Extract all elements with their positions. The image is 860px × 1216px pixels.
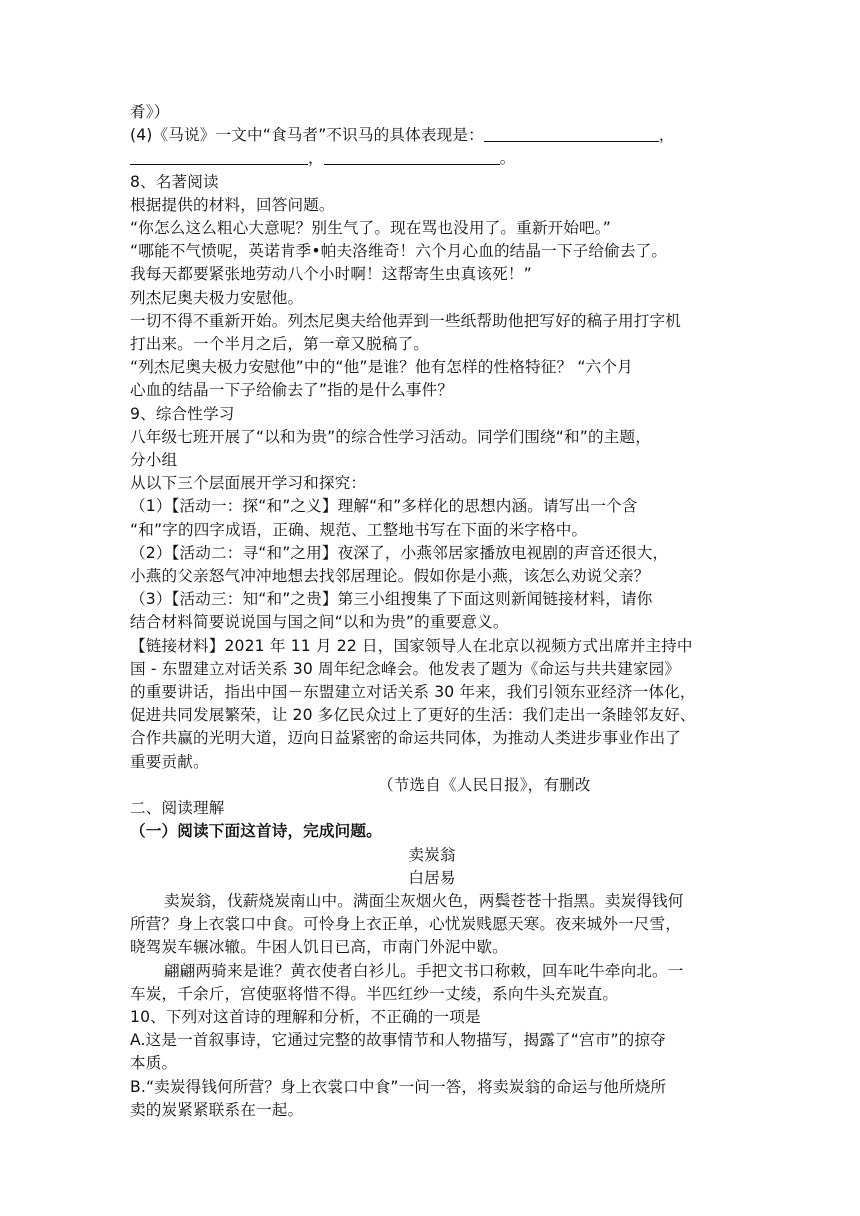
text-line: 心血的结晶一下子给偷去了”指的是什么事件？	[130, 381, 454, 400]
poem-title: 卖炭翁	[408, 845, 456, 864]
text-line: 打出来。一个半月之后，第一章又脱稿了。	[130, 335, 430, 354]
text-line: 列杰尼奥夫极力安慰他。	[130, 288, 304, 307]
poem-line: 所营？身上衣裳口中食。可怜身上衣正单，心忧炭贱愿天寒。夜来城外一尺雪，	[130, 915, 682, 934]
subsection-heading: （一）阅读下面这首诗，完成问题。	[130, 822, 382, 841]
text-line: 分小组	[130, 451, 178, 470]
option-b-line: B.“卖炭得钱何所营？身上衣裳口中食”一问一答，将卖炭翁的命运与他所烧所	[130, 1077, 667, 1096]
option-b-line: 卖的炭紧紧联系在一起。	[130, 1100, 304, 1119]
answer-blank[interactable]	[324, 149, 500, 165]
text-line: （1）【活动一：探“和”之义】理解“和”多样化的思想内涵。请写出一个含	[130, 497, 638, 516]
question-7-4-line	[130, 124, 734, 147]
text-line: （3）【活动三：知“和”之贵】第三小组搜集了下面这则新闻链接材料，请你	[130, 590, 653, 609]
text-line: 合作共赢的光明大道，迈向日益紧密的命运共同体，为推动人类进步事业作出了	[130, 729, 682, 748]
text-line: “和”字的四字成语，正确、规范、工整地书写在下面的米字格中。	[130, 520, 588, 539]
text-line: 【链接材料】2021 年 11 月 22 日，国家领导人在北京以视频方式出席并主持中	[130, 636, 693, 655]
poem-line: 卖炭翁，伐薪烧炭南山中。满面尘灰烟火色，两鬓苍苍十指黑。卖炭得钱何	[164, 891, 684, 910]
text-line: 重要贡献。	[130, 752, 209, 771]
source-attribution: （节选自《人民日报》，有删改	[378, 775, 591, 794]
option-a-line: A.这是一首叙事诗，它通过完整的故事情节和人物描写，揭露了“宫市”的掠夺	[130, 1031, 666, 1050]
text-line: 肴》）	[130, 103, 170, 121]
poem-line: 车炭，千余斤，宫使驱将惜不得。半匹红纱一丈绫，系向牛头充炭直。	[130, 984, 619, 1003]
text-span: ，	[658, 126, 675, 145]
poem-line: 翩翩两骑来是谁？黄衣使者白衫儿。手把文书口称敕，回车叱牛牵向北。一	[164, 961, 684, 980]
answer-blank[interactable]	[130, 149, 308, 165]
text-span: ，	[308, 149, 324, 168]
text-line: 促进共同发展繁荣，让 20 多亿民众过上了更好的生活：我们走出一条睦邻友好、	[130, 706, 696, 725]
text-line: （2）【活动二：寻“和”之用】夜深了，小燕邻居家播放电视剧的声音还很大，	[130, 543, 669, 562]
poem-author: 白居易	[408, 868, 456, 887]
section-heading: 二、阅读理解	[130, 799, 225, 818]
text-span: 。	[499, 149, 516, 168]
answer-line	[130, 147, 734, 170]
text-line: 从以下三个层面展开学习和探究：	[130, 474, 367, 493]
text-line: “你怎么这么粗心大意呢？别生气了。现在骂也没用了。重新开始吧。”	[130, 219, 611, 238]
text-line: 我每天都要紧张地劳动八个小时啊！这帮寄生虫真该死！”	[130, 265, 532, 284]
question-10-heading: 10、下列对这首诗的理解和分析，不正确的一项是	[130, 1007, 481, 1026]
text-line: 结合材料简要说说国与国之间“以和为贵”的重要意义。	[130, 613, 509, 632]
text-line: “哪能不气愤呢，英诺肯季•帕夫洛维奇！六个月心血的结晶一下子给偷去了。	[130, 242, 668, 261]
text-line: 小燕的父亲怒气冲冲地想去找邻居理论。假如你是小燕，该怎么劝说父亲？	[130, 567, 650, 586]
text-line: 根据提供的材料，回答问题。	[130, 195, 335, 214]
question-8-heading: 8、名著阅读	[130, 172, 219, 191]
option-a-line: 本质。	[130, 1054, 178, 1073]
text-line: 国 - 东盟建立对话关系 30 周年纪念峰会。他发表了题为《命运与共共建家园》	[130, 659, 681, 678]
poem-line: 晓驾炭车辗冰辙。牛困人饥日已高，市南门外泥中歇。	[130, 938, 508, 957]
text-span: (4)《马说》一文中“食马者”不识马的具体表现是：	[130, 126, 484, 145]
text-line: “列杰尼奥夫极力安慰他”中的“他”是谁？他有怎样的性格特征？ “六个月	[130, 358, 633, 377]
answer-blank[interactable]	[484, 126, 659, 142]
question-9-heading: 9、综合性学习	[130, 404, 235, 423]
text-line: 的重要讲话，指出中国－东盟建立对话关系 30 年来，我们引领东亚经济一体化，	[130, 683, 696, 702]
text-line: 八年级七班开展了“以和为贵”的综合性学习活动。同学们围绕“和”的主题，	[130, 427, 651, 446]
document-page	[130, 101, 734, 1122]
text-line: 一切不得不重新开始。列杰尼奥夫给他弄到一些纸帮助他把写好的稿子用打字机	[130, 311, 682, 330]
